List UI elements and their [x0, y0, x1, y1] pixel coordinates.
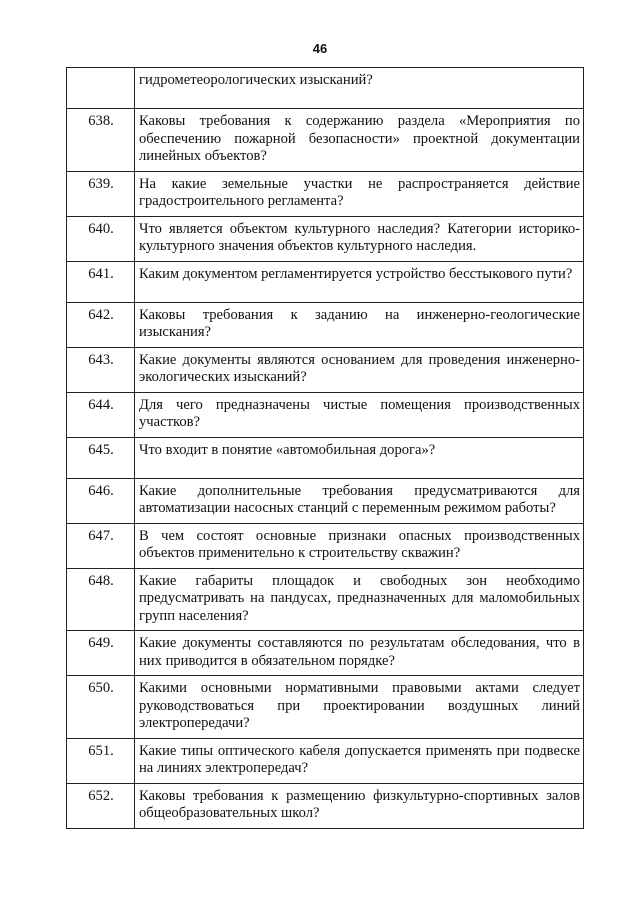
question-number: 644.	[67, 392, 135, 437]
table-row-continued	[67, 68, 584, 109]
question-number: 648.	[67, 568, 135, 631]
question-number: 649.	[67, 631, 135, 676]
table-row-639	[67, 171, 584, 216]
question-text: Для чего предназначены чистые помещения производственных участков?	[135, 392, 584, 437]
table-row-644	[67, 392, 584, 437]
table-row-647	[67, 523, 584, 568]
question-number: 643.	[67, 347, 135, 392]
question-number: 642.	[67, 302, 135, 347]
question-number: 651.	[67, 738, 135, 783]
question-text: Какие документы являются основанием для проведения инженерно-экологических изысканий?	[135, 347, 584, 392]
table-row-645	[67, 437, 584, 478]
table-row-651	[67, 738, 584, 783]
question-text: В чем состоят основные признаки опасных производственных объектов применительно к строительству скважин?	[135, 523, 584, 568]
page-number: 46	[312, 41, 328, 56]
question-number: 640.	[67, 216, 135, 261]
question-text: Что является объектом культурного наследия? Категории историко-культурного значения объектов культурного наследия.	[135, 216, 584, 261]
table-row-648	[67, 568, 584, 631]
question-number: 641.	[67, 261, 135, 302]
question-text: Что входит в понятие «автомобильная дорога»?	[135, 437, 584, 478]
question-text: Какие дополнительные требования предусматриваются для автоматизации насосных станций с переменным режимом работы?	[135, 478, 584, 523]
table-row-640	[67, 216, 584, 261]
question-text: Какие габариты площадок и свободных зон необходимо предусматривать на пандусах, предназначенных для маломобильных групп населения?	[135, 568, 584, 631]
question-text: Какие документы составляются по результатам обследования, что в них приводится в обязательном порядке?	[135, 631, 584, 676]
questions-table	[66, 67, 584, 829]
question-text: Каковы требования к заданию на инженерно-геологические изыскания?	[135, 302, 584, 347]
question-text: Какие типы оптического кабеля допускается применять при подвеске на линиях электропередач?	[135, 738, 584, 783]
questions-table-body	[67, 68, 584, 829]
question-number	[67, 68, 135, 109]
question-text: Каким документом регламентируется устройство бесстыкового пути?	[135, 261, 584, 302]
question-number: 646.	[67, 478, 135, 523]
table-row-638	[67, 109, 584, 172]
table-row-652	[67, 783, 584, 828]
question-number: 652.	[67, 783, 135, 828]
question-text: Каковы требования к содержанию раздела «Мероприятия по обеспечению пожарной безопасности» проектной документации линейных объектов?	[135, 109, 584, 172]
question-text: гидрометеорологических изысканий?	[135, 68, 584, 109]
question-number: 645.	[67, 437, 135, 478]
question-text: Каковы требования к размещению физкультурно-спортивных залов общеобразовательных школ?	[135, 783, 584, 828]
question-number: 647.	[67, 523, 135, 568]
table-row-642	[67, 302, 584, 347]
table-row-646	[67, 478, 584, 523]
question-number: 639.	[67, 171, 135, 216]
question-number: 650.	[67, 676, 135, 739]
table-row-650	[67, 676, 584, 739]
table-row-649	[67, 631, 584, 676]
table-row-643	[67, 347, 584, 392]
question-number: 638.	[67, 109, 135, 172]
question-text: На какие земельные участки не распространяется действие градостроительного регламента?	[135, 171, 584, 216]
table-row-641	[67, 261, 584, 302]
question-text: Какими основными нормативными правовыми актами следует руководствоваться при проектировании воздушных линий электропередачи?	[135, 676, 584, 739]
